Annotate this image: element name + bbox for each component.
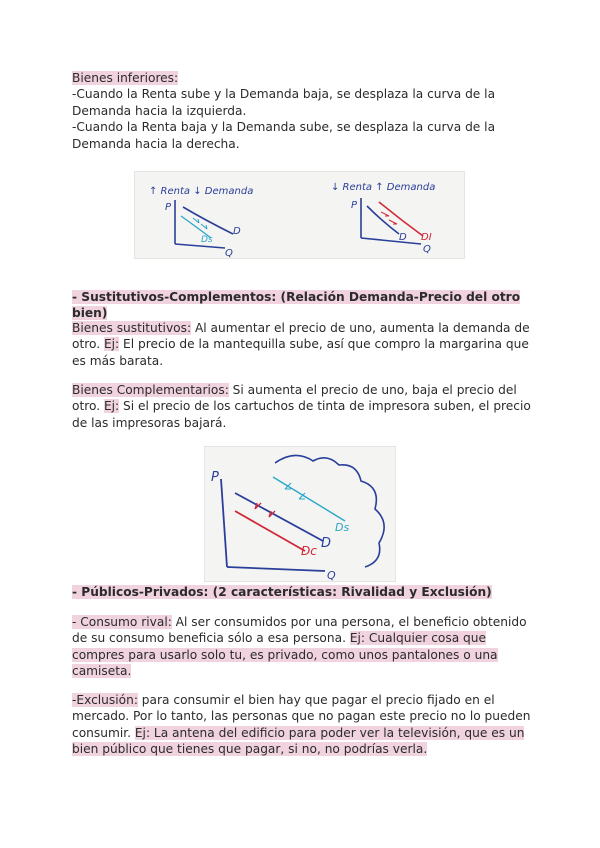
exclusion-ej: Ej: La antena del edificio para poder ver la televisión, que es un bien público que tienes que pagar, si no, no podrías verla.: [72, 725, 525, 757]
rival-label: - Consumo rival:: [72, 615, 172, 629]
sustitutivos-label: Bienes sustitutivos:: [72, 321, 192, 335]
exclusion-label: -Exclusión:: [72, 693, 138, 707]
complementarios-ej-text: Si el precio de los cartuchos de tinta de impresora suben, el precio de las impresoras bajará.: [72, 399, 531, 430]
sustitutivos-ej-text: El precio de la mantequilla sube, así que compro la margarina que es más barata.: [72, 337, 529, 368]
inferiores-line-1: -Cuando la Renta sube y la Demanda baja, se desplaza la curva de la Demanda hacia la izquierda.: [72, 87, 496, 118]
exclusion-paragraph: [72, 692, 532, 758]
sust-heading-block: [72, 289, 542, 322]
fig1-left-arrow-1: [193, 218, 199, 223]
inferiores-line-2: -Cuando la Renta baja y la Demanda sube, se desplaza la curva de la Demanda hacia la derecha.: [72, 120, 496, 151]
fig1-right-arrow-2: [389, 220, 397, 224]
fig2-dc: Dc: [301, 544, 317, 558]
rival-ej: Ej: Cualquier cosa que compres para usarlo solo tu, es privado, como unos pantalones o una camiseta.: [72, 631, 498, 679]
fig1-right-demand-di: [379, 202, 423, 236]
inferiores-block: [72, 70, 532, 152]
fig1-left-x-axis: [175, 244, 225, 248]
fig2-ds: Ds: [335, 521, 350, 534]
fig1-left-caption: ↑ Renta ↓ Demanda: [149, 186, 254, 197]
fig2-p: P: [211, 470, 219, 485]
fig2-y-axis: [221, 479, 227, 567]
fig1-left-ds: Ds: [201, 235, 213, 245]
figure-inferiores-drawing: [135, 172, 464, 258]
fig1-left-arrow-2: [201, 224, 207, 229]
fig1-left-p: P: [165, 202, 172, 213]
fig1-right-p: P: [351, 200, 358, 211]
fig1-right-d: D: [399, 232, 407, 243]
sustitutivos-text: Al aumentar el precio de uno, aumenta la demanda de otro.: [72, 321, 530, 352]
fig1-left-d: D: [233, 226, 241, 237]
fig2-d: D: [321, 536, 332, 551]
fig2-demand-ds: [273, 477, 345, 521]
figure-inferiores: [134, 171, 465, 259]
rival-text: Al ser consumidos por una persona, el beneficio obtenido de su consumo beneficia sólo a esa persona.: [72, 615, 527, 646]
fig1-right-arrow-1: [381, 212, 389, 216]
pub-heading-block: [72, 584, 532, 600]
rival-paragraph: [72, 614, 532, 680]
figure-sust-comp: [204, 446, 396, 582]
pub-heading: - Públicos-Privados: (2 características: Rivalidad y Exclusión): [72, 585, 492, 599]
fig2-x-axis: [227, 567, 325, 571]
figure-sust-comp-drawing: [205, 447, 395, 581]
exclusion-text: para consumir el bien hay que pagar el precio fijado en el mercado. Por lo tanto, las personas que no pagan este precio no lo pueden consumir.: [72, 693, 531, 740]
fig2-demand-dc: [235, 511, 305, 551]
fig1-right-q: Q: [423, 244, 431, 255]
fig1-right-di: DI: [421, 232, 432, 243]
fig1-left-demand-d: [183, 207, 233, 234]
complementarios-text: Si aumenta el precio de uno, baja el precio del otro.: [72, 383, 517, 414]
fig2-q: Q: [327, 569, 336, 581]
fig1-right-x-axis: [361, 238, 421, 244]
fig1-right-demand-d: [367, 206, 399, 234]
complementarios-paragraph: [72, 382, 532, 431]
sust-heading: - Sustitutivos-Complementos: (Relación Demanda-Precio del otro bien): [72, 290, 521, 321]
inferiores-title: Bienes inferiores:: [72, 71, 179, 85]
fig1-right-caption: ↓ Renta ↑ Demanda: [331, 182, 436, 193]
complementarios-label: Bienes Complementarios:: [72, 383, 229, 397]
fig1-left-q: Q: [225, 248, 233, 258]
complementarios-ej: Ej:: [103, 399, 120, 414]
sustitutivos-ej: Ej:: [103, 337, 120, 352]
sustitutivos-paragraph: [72, 320, 532, 369]
